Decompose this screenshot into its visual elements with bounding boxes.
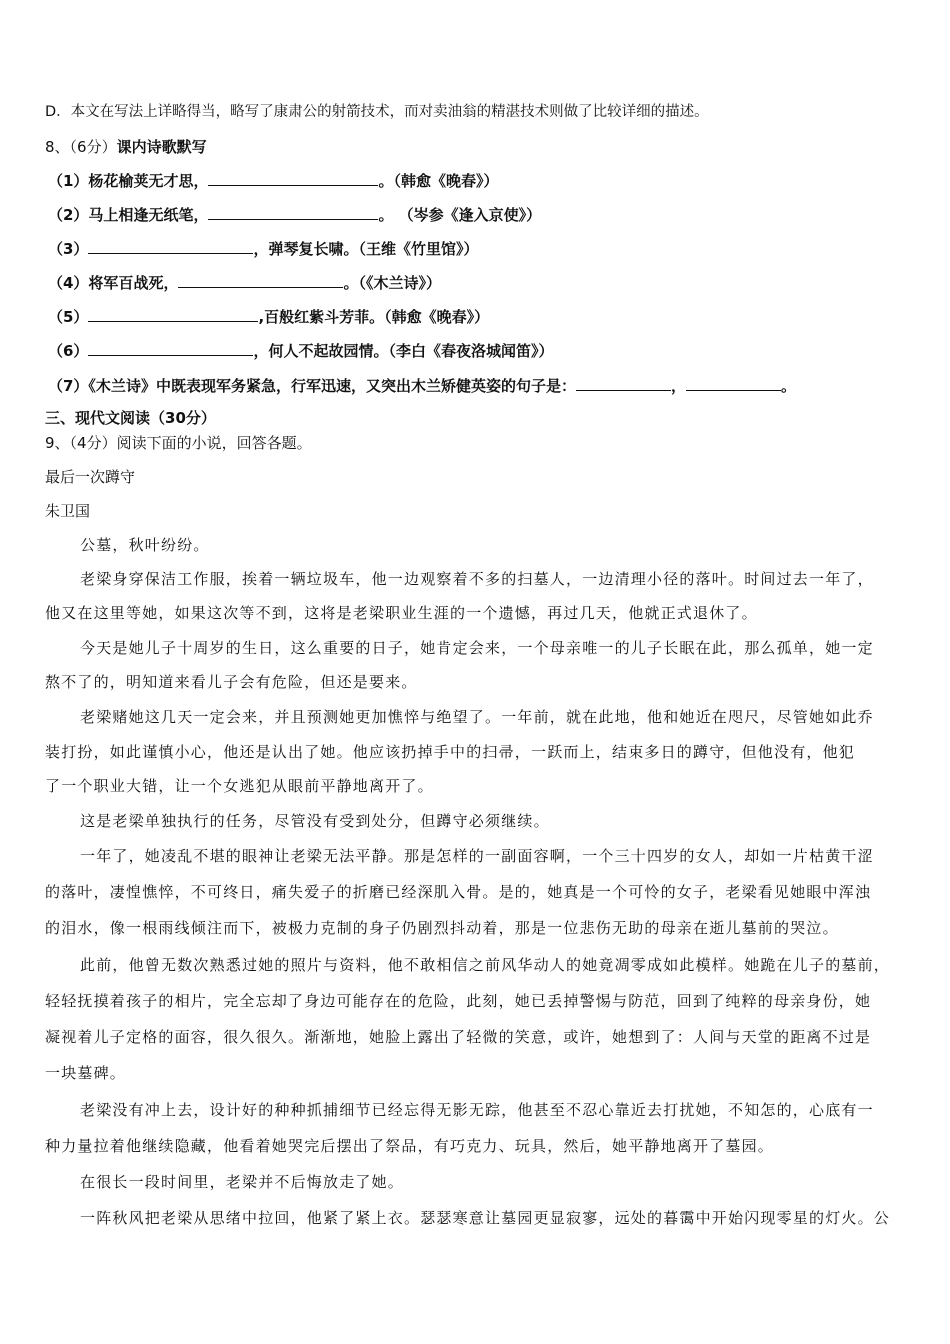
story-title: 最后一次蹲守: [45, 468, 136, 486]
paragraph-6-line-1: 一年了，她凌乱不堪的眼神让老梁无法平静。那是怎样的一副面容啊，一个三十四岁的女人，却如一片枯黄干涩: [80, 847, 874, 865]
section-3-heading: 三、现代文阅读（30分）: [45, 409, 216, 427]
paragraph-8-line-2: 种力量拉着他继续隐藏，他看着她哭完后摆出了祭品，有巧克力、玩具，然后，她平静地离开了墓园。: [45, 1137, 775, 1155]
q8-item-2: （2）马上相逢无纸笔， 。 （岑参《逢入京使》）: [48, 206, 542, 224]
paragraph-4-line-1: 老梁赌她这几天一定会来，并且预测她更加憔悴与绝望了。一年前，就在此地，他和她近在咫尺，尽管她如此乔: [80, 708, 874, 726]
paragraph-5: 这是老梁单独执行的任务，尽管没有受到处分，但蹲守必须继续。: [80, 812, 550, 830]
q8-item-4: （4）将军百战死， 。（《木兰诗》）: [48, 274, 441, 292]
paragraph-7-line-2: 轻轻抚摸着孩子的相片，完全忘却了身边可能存在的危险，此刻，她已丢掉警惕与防范，回到了纯粹的母亲身份，她: [45, 992, 872, 1010]
answer-blank: [686, 376, 781, 391]
story-author: 朱卫国: [45, 502, 91, 520]
paragraph-2-line-2: 他又在这里等她，如果这次等不到，这将是老梁职业生涯的一个遗憾，再过几天，他就正式退休了。: [45, 604, 758, 622]
question-8-number: 8、（6分）: [45, 138, 117, 156]
q8-item-5: （5） ,百般红紫斗芳菲。（韩愈《晚春》）: [48, 308, 490, 326]
paragraph-6-line-2: 的落叶，凄惶憔悴，不可终日，痛失爱子的折磨已经深肌入骨。是的，她真是一个可怜的女子，老梁看见她眼中浑浊: [45, 883, 872, 901]
q8-item-3: （3） ，弹琴复长啸。（王维《竹里馆》）: [48, 240, 479, 258]
answer-blank: [88, 239, 253, 254]
paragraph-3-line-2: 熬不了的，明知道来看儿子会有危险，但还是要来。: [45, 673, 418, 691]
q8-item-7: （7）《木兰诗》中既表现军务紧急，行军迅速，又突出木兰矫健英姿的句子是： ， 。: [48, 377, 796, 395]
paragraph-3-line-1: 今天是她儿子十周岁的生日，这么重要的日子，她肯定会来，一个母亲唯一的儿子长眠在此，那么孤单，她一定: [80, 639, 874, 657]
question-9-heading: 9、（4分）阅读下面的小说，回答各题。: [45, 434, 312, 452]
answer-blank: [88, 307, 258, 322]
paragraph-7-line-1: 此前，他曾无数次熟悉过她的照片与资料，他不敢相信之前风华动人的她竟凋零成如此模样。她跪在儿子的墓前，: [80, 956, 891, 974]
answer-blank: [178, 273, 343, 288]
paragraph-10-line-1: 一阵秋风把老梁从思绪中拉回，他紧了紧上衣。瑟瑟寒意让墓园更显寂寥，远处的暮霭中开始闪现零星的灯火。公: [80, 1209, 891, 1227]
answer-blank: [88, 341, 253, 356]
answer-blank: [208, 205, 378, 220]
paragraph-1: 公墓，秋叶纷纷。: [80, 536, 210, 554]
paragraph-4-line-3: 了一个职业大错，让一个女逃犯从眼前平静地离开了。: [45, 777, 434, 795]
q8-item-6: （6） ，何人不起故园情。（李白《春夜洛城闻笛》）: [48, 342, 554, 360]
answer-blank: [576, 376, 671, 391]
paragraph-6-line-3: 的泪水，像一根雨线倾注而下，被极力克制的身子仍剧烈抖动着，那是一位悲伤无助的母亲在逝儿墓前的哭泣。: [45, 919, 839, 937]
answer-blank: [208, 171, 378, 186]
question-8-heading: [45, 137, 207, 157]
paragraph-4-line-2: 装打扮，如此谨慎小心，他还是认出了她。他应该扔掉手中的扫帚，一跃而上，结束多日的蹲守，但他没有，他犯: [45, 743, 856, 761]
q8-item-1: （1）杨花榆荚无才思， 。（韩愈《晚春》）: [48, 172, 499, 190]
question-8-title: 课内诗歌默写: [116, 138, 207, 156]
paragraph-7-line-4: 一块墓碑。: [45, 1064, 127, 1082]
paragraph-8-line-1: 老梁没有冲上去，设计好的种种抓捕细节已经忘得无影无踪，他甚至不忍心靠近去打扰她，不知怎的，心底有一: [80, 1101, 874, 1119]
paragraph-7-line-3: 凝视着儿子定格的面容，很久很久。渐渐地，她脸上露出了轻微的笑意，或许，她想到了：人间与天堂的距离不过是: [45, 1028, 872, 1046]
paragraph-9: 在很长一段时间里，老梁并不后悔放走了她。: [80, 1173, 405, 1191]
paragraph-2-line-1: 老梁身穿保洁工作服，挨着一辆垃圾车，他一边观察着不多的扫墓人，一边清理小径的落叶。时间过去一年了，: [80, 570, 874, 588]
option-d: D．本文在写法上详略得当，略写了康肃公的射箭技术，而对卖油翁的精湛技术则做了比较详细的描述。: [45, 104, 709, 120]
